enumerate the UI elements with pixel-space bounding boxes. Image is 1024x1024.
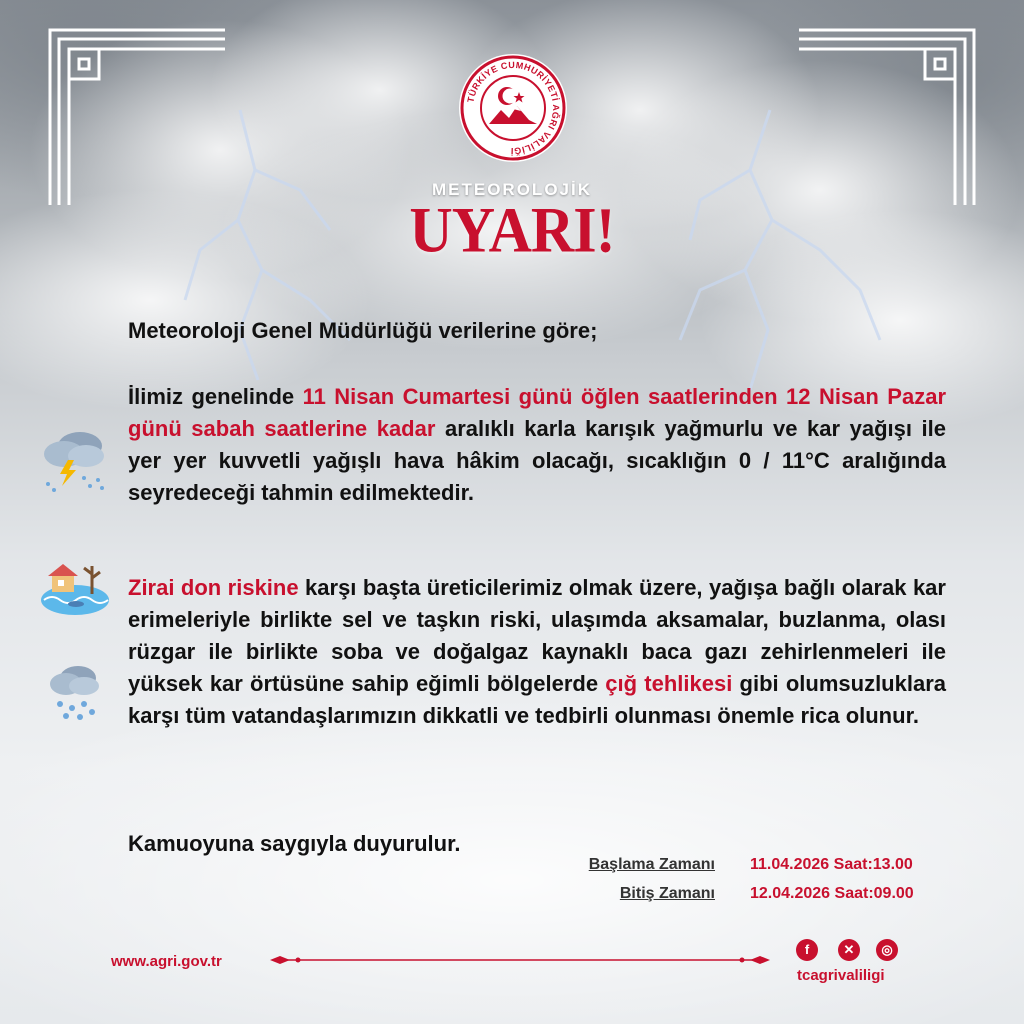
end-time-row [540, 885, 970, 909]
poster-title: UYARI! [409, 194, 615, 266]
end-time-label: Bitiş Zamanı [619, 885, 715, 902]
forecast-period-highlight: 11 Nisan Cumartesi günü öğlen saatlerinden 12 Nisan Pazar günü sabah saatlerine kadar [128, 384, 947, 441]
flood-icon [40, 560, 110, 616]
instagram-icon[interactable]: ◎ [876, 939, 898, 961]
forecast-rest: aralıklı karla karışık yağmurlu ve kar yağışı ile yer yer kuvvetli yağışlı hava hâkim olacağı, sıcaklığın 0 / 11°C aralığında seyredeceği tahmin edilmektedir. [128, 416, 946, 505]
x-icon[interactable]: ✕ [838, 939, 860, 961]
snow-cloud-icon [48, 662, 102, 722]
start-time-row [540, 856, 970, 880]
poster-subtitle: METEOROLOJİK [431, 180, 592, 199]
frost-risk-highlight: Zirai don riskine [128, 575, 299, 600]
warning-text-part1: karşı başta üreticilerimiz olmak üzere, yağışa bağlı olarak kar erimeleriyle birlikte sel ve taşkın riski, ulaşımda aksamalar, buzlanma, olası rüzgar ile birlikte soba ve doğalgaz kaynaklı baca gazı zehirlenmeleri ile yüksek kar örtüsüne sahip eğimli bölgelerde [128, 575, 946, 696]
ornamental-divider [270, 953, 770, 967]
intro-text: Meteoroloji Genel Müdürlüğü verilerine göre; [128, 318, 598, 343]
avalanche-highlight: çığ tehlikesi [605, 671, 733, 696]
warning-text-part2: gibi olumsuzluklara karşı tüm vatandaşlarımızın dikkatli ve tedbirli olunması önemle rica olunur. [128, 671, 946, 728]
warning-paragraph [128, 572, 946, 732]
svg-text:TÜRKİYE CUMHURİYETİ AĞRI VALİL: TÜRKİYE CUMHURİYETİ AĞRI VALİLİĞİ [465, 59, 562, 157]
forecast-lead: İlimiz genelinde [128, 384, 303, 409]
social-handle[interactable]: tcagrivaliligi [797, 967, 885, 984]
end-time-value: 12.04.2026 Saat:09.00 [750, 885, 914, 902]
social-icons [796, 939, 906, 963]
start-time-value: 11.04.2026 Saat:13.00 [750, 856, 913, 873]
governorship-seal-logo [457, 52, 569, 164]
closing-text: Kamuoyuna saygıyla duyurulur. [128, 831, 461, 856]
website-link[interactable]: www.agri.gov.tr [111, 953, 222, 970]
facebook-icon[interactable]: f [796, 939, 818, 961]
storm-cloud-icon [40, 428, 110, 494]
start-time-label: Başlama Zamanı [588, 856, 715, 873]
forecast-paragraph [128, 381, 946, 509]
